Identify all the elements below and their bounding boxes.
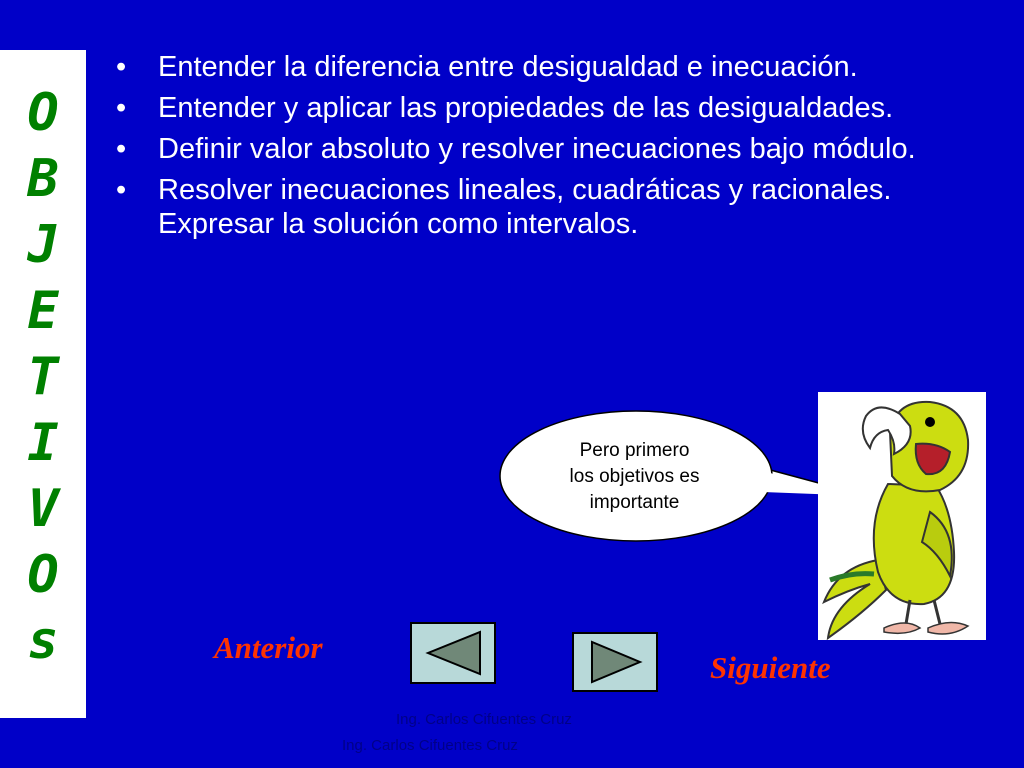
- objective-item: [116, 50, 996, 84]
- bullet-icon: •: [116, 133, 127, 165]
- parrot-illustration: [818, 392, 986, 640]
- title-letter: B: [27, 149, 59, 209]
- next-label[interactable]: Siguiente: [710, 650, 831, 685]
- objectives-list: [116, 50, 996, 248]
- objective-item: [116, 132, 996, 166]
- objective-item: [116, 91, 996, 125]
- title-letter: V: [27, 479, 59, 539]
- objective-item: [116, 173, 996, 241]
- footer-credit: Ing. Carlos Cifuentes Cruz: [342, 737, 518, 754]
- triangle-left-icon: [412, 624, 494, 682]
- title-letter: O: [27, 83, 59, 143]
- title-letter: I: [27, 413, 59, 473]
- triangle-right-icon: [574, 634, 656, 690]
- parrot-icon: [818, 392, 986, 640]
- title-letter: O: [27, 545, 59, 605]
- title-letter: E: [27, 281, 59, 341]
- objective-text: Entender y aplicar las propiedades de las desigualdades.: [158, 92, 894, 124]
- title-letter: s: [27, 611, 59, 671]
- title-letter: J: [27, 215, 59, 275]
- objective-text: Resolver inecuaciones lineales, cuadráticas y racionales. Expresar la solución como intervalos.: [158, 174, 892, 240]
- previous-button[interactable]: [410, 622, 496, 684]
- bullet-icon: •: [116, 51, 127, 83]
- speech-line: importante: [589, 492, 680, 513]
- footer-credit: Ing. Carlos Cifuentes Cruz: [396, 711, 572, 728]
- speech-line: Pero primero: [579, 440, 690, 461]
- next-button[interactable]: [572, 632, 658, 692]
- title-letter: T: [27, 347, 59, 407]
- speech-bubble-text: [527, 438, 742, 516]
- speech-line: los objetivos es: [569, 466, 700, 487]
- previous-label[interactable]: Anterior: [214, 630, 323, 665]
- objective-text: Definir valor absoluto y resolver inecuaciones bajo módulo.: [158, 133, 916, 165]
- bullet-icon: •: [116, 92, 127, 124]
- vertical-title: [0, 80, 86, 674]
- objective-text: Entender la diferencia entre desigualdad e inecuación.: [158, 51, 858, 83]
- speech-bubble: [497, 408, 777, 543]
- bullet-icon: •: [116, 174, 127, 206]
